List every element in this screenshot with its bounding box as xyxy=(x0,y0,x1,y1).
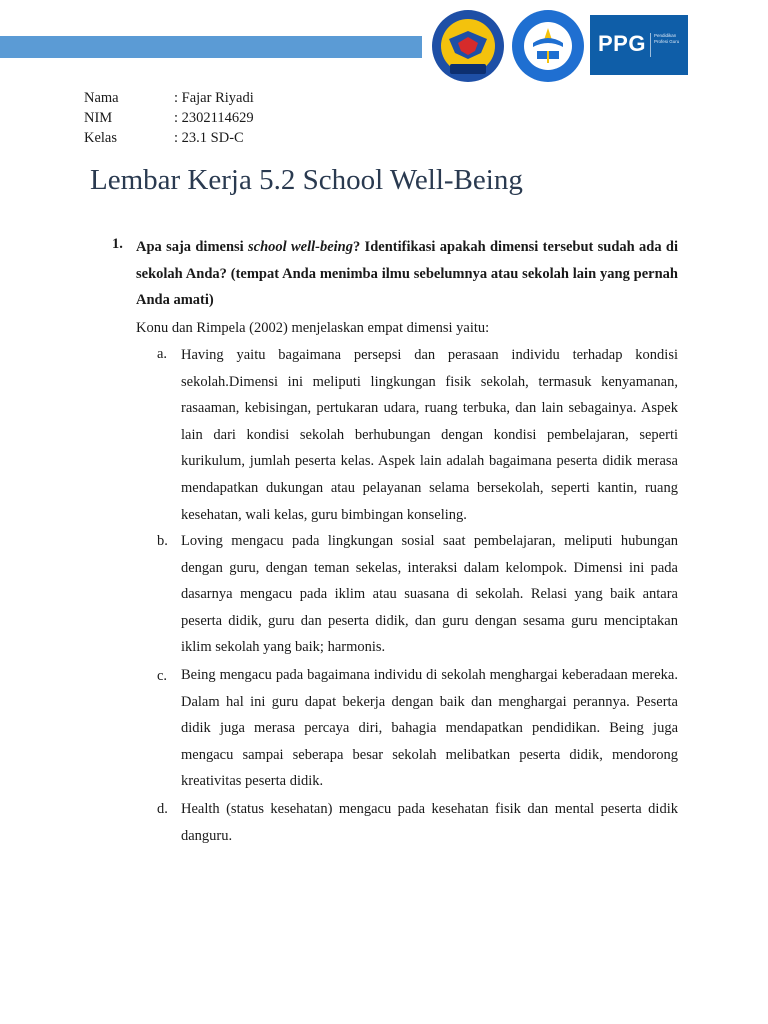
ppg-logo xyxy=(590,15,688,75)
item-text-health: Health (status kesehatan) mengacu pada kesehatan fisik dan mental peserta didik danguru. xyxy=(181,801,678,844)
class-row xyxy=(84,128,254,148)
question-text-start: Apa saja dimensi xyxy=(136,239,248,255)
name-value: : Fajar Riyadi xyxy=(174,90,254,106)
nim-value: : 2302114629 xyxy=(174,110,254,126)
question-text-end: ? Identifikasi apakah dimensi tersebut sudah ada di sekolah Anda? (tempat Anda menimba ilmu sebelumnya atau sekolah lain yang pernah Anda amati) xyxy=(136,239,678,308)
ppg-label: PPG xyxy=(598,31,646,56)
tut-wuri-handayani-logo xyxy=(511,9,585,83)
question-text xyxy=(136,234,678,314)
page-title: Lembar Kerja 5.2 School Well-Being xyxy=(90,164,523,196)
item-text-loving: Loving mengacu pada lingkungan sosial saat pembelajaran, meliputi hubungan dengan guru, dengan teman sekelas, interaksi dalam kelompok. Dimensi ini pada dasarnya mengacu pada iklim atau suasana di sekolah. Relasi yang baik antara peserta didik, guru dan peserta didik, dan guru dengan sesama guru menciptakan iklim sekolah yang baik; harmonis. xyxy=(181,533,678,656)
header-accent-bar xyxy=(0,36,422,58)
item-marker-b: b. xyxy=(157,533,168,549)
question-number: 1. xyxy=(112,236,123,252)
answer-intro: Konu dan Rimpela (2002) menjelaskan empat dimensi yaitu: xyxy=(136,320,490,336)
name-label: Nama xyxy=(84,90,119,106)
item-marker-a: a. xyxy=(157,346,168,362)
nim-label: NIM xyxy=(84,110,113,126)
item-text-being: Being mengacu pada bagaimana individu di sekolah menghargai keberadaan mereka. Dalam hal ini guru dapat bekerja dengan baik dan menghargai perannya. Peserta didik juga merasa percaya diri, bahagia mendapatkan pendidikan. Being juga mengacu sampai seberapa besar sekolah melibatkan peserta didik, mendorong kreativitas peserta didik. xyxy=(181,667,678,790)
ppg-subtitle: Pendidikan Profesi Guru xyxy=(654,33,680,44)
ppg-divider xyxy=(650,33,651,57)
item-text-having: Having yaitu bagaimana persepsi dan perasaan individu terhadap kondisi sekolah.Dimensi ini meliputi lingkungan fisik sekolah, termasuk kenyamanan, rasaaman, kebisingan, pertukaran udara, ruang terbuka, dan lain sebagainya. Aspek lain dari kondisi sekolah berhubungan dengan kondisi pembelajaran, seperti kurikulum, jumlah peserta kelas. Aspek lain adalah bagaimana peserta didik merasa mendapatkan dukungan atau pelayanan selama bersekolah, seperti kantin, ruang kesehatan, wali kelas, guru bimbingan konseling. xyxy=(181,347,678,523)
item-marker-d: d. xyxy=(157,801,168,817)
item-marker-c: c. xyxy=(157,668,168,684)
unipma-logo xyxy=(431,9,505,83)
name-row xyxy=(84,88,254,108)
question-text-emphasis: school well-being xyxy=(248,239,353,255)
nim-row xyxy=(84,108,254,128)
class-value: : 23.1 SD-C xyxy=(174,130,244,146)
class-label: Kelas xyxy=(84,130,118,146)
student-info xyxy=(84,88,254,148)
